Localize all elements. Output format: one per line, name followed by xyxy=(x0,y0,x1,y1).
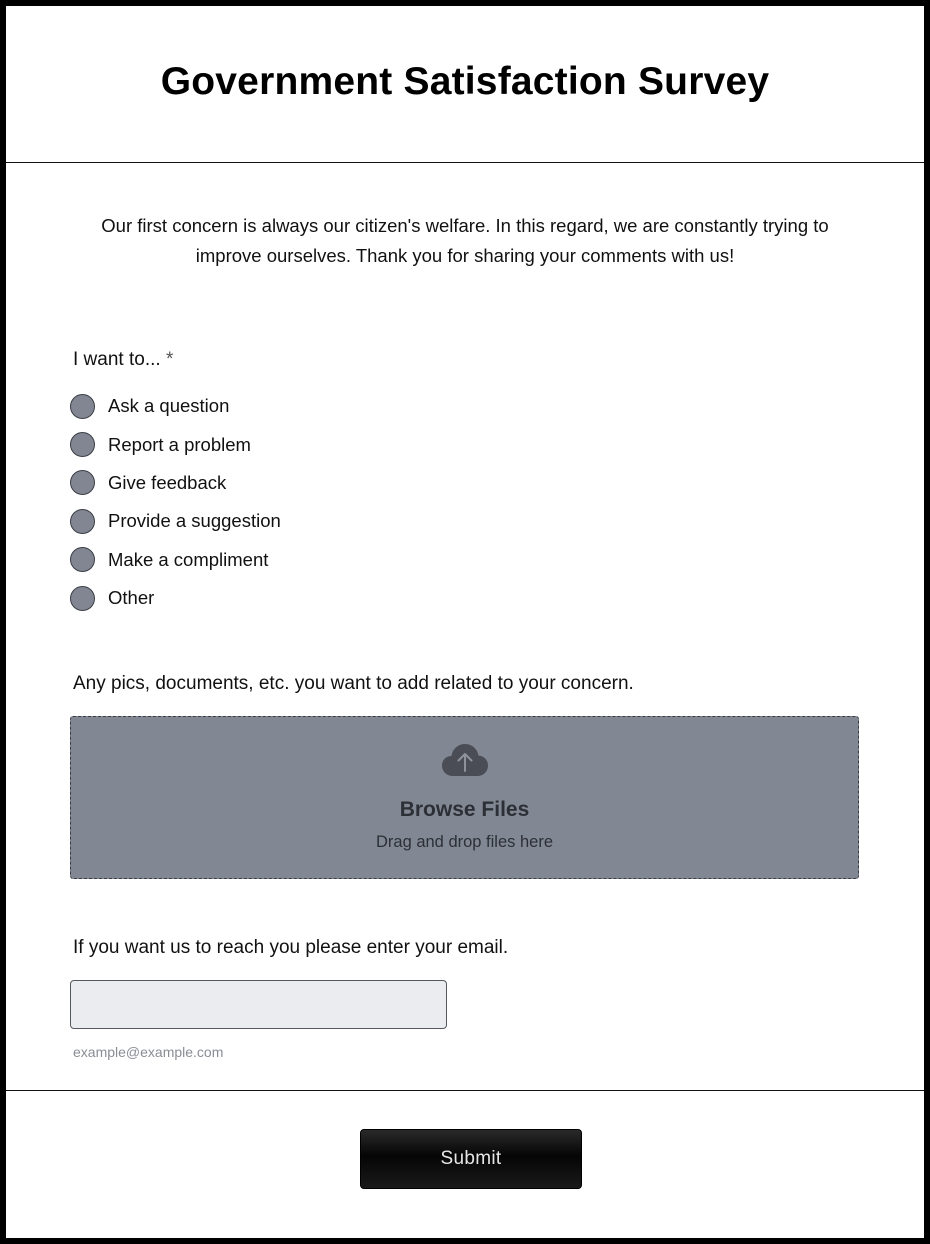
radio-button[interactable] xyxy=(70,509,95,534)
email-label: If you want us to reach you please enter your email. xyxy=(73,937,509,958)
question-label-text: I want to... xyxy=(73,349,161,370)
file-dropzone[interactable] xyxy=(70,716,859,879)
form-body xyxy=(6,163,924,1091)
radio-option-give-feedback[interactable] xyxy=(70,464,281,502)
radio-option-label[interactable]: Other xyxy=(108,587,155,609)
radio-option-label[interactable]: Report a problem xyxy=(108,433,251,455)
radio-option-provide-suggestion[interactable] xyxy=(70,502,281,540)
form-footer xyxy=(6,1091,924,1238)
radio-button[interactable] xyxy=(70,470,95,495)
upload-label: Any pics, documents, etc. you want to add related to your concern. xyxy=(73,673,634,694)
radio-option-report-problem[interactable] xyxy=(70,425,281,463)
drag-drop-hint: Drag and drop files here xyxy=(375,833,554,851)
radio-button[interactable] xyxy=(70,432,95,457)
radio-button[interactable] xyxy=(70,547,95,572)
radio-option-label[interactable]: Give feedback xyxy=(108,471,227,493)
email-hint: example@example.com xyxy=(73,1044,224,1060)
radio-button[interactable] xyxy=(70,586,95,611)
radio-option-other[interactable] xyxy=(70,579,281,617)
required-marker: * xyxy=(165,349,174,370)
radio-option-label[interactable]: Provide a suggestion xyxy=(108,510,281,532)
radio-option-label[interactable]: Ask a question xyxy=(108,395,230,417)
intro-text: Our first concern is always our citizen's welfare. In this regard, we are constantly trying to improve ourselves. Thank you for sharing your comments with us! xyxy=(101,215,829,266)
form-header xyxy=(6,6,924,163)
radio-option-make-compliment[interactable] xyxy=(70,541,281,579)
radio-group xyxy=(70,387,281,617)
browse-files-button[interactable]: Browse Files xyxy=(399,798,530,821)
radio-button[interactable] xyxy=(70,394,95,419)
page-title: Government Satisfaction Survey xyxy=(160,60,770,103)
cloud-upload-icon xyxy=(441,743,489,777)
radio-option-ask-question[interactable] xyxy=(70,387,281,425)
submit-button[interactable]: Submit xyxy=(360,1129,582,1189)
email-field[interactable] xyxy=(70,980,447,1029)
question-label xyxy=(73,349,173,371)
radio-option-label[interactable]: Make a compliment xyxy=(108,548,269,570)
